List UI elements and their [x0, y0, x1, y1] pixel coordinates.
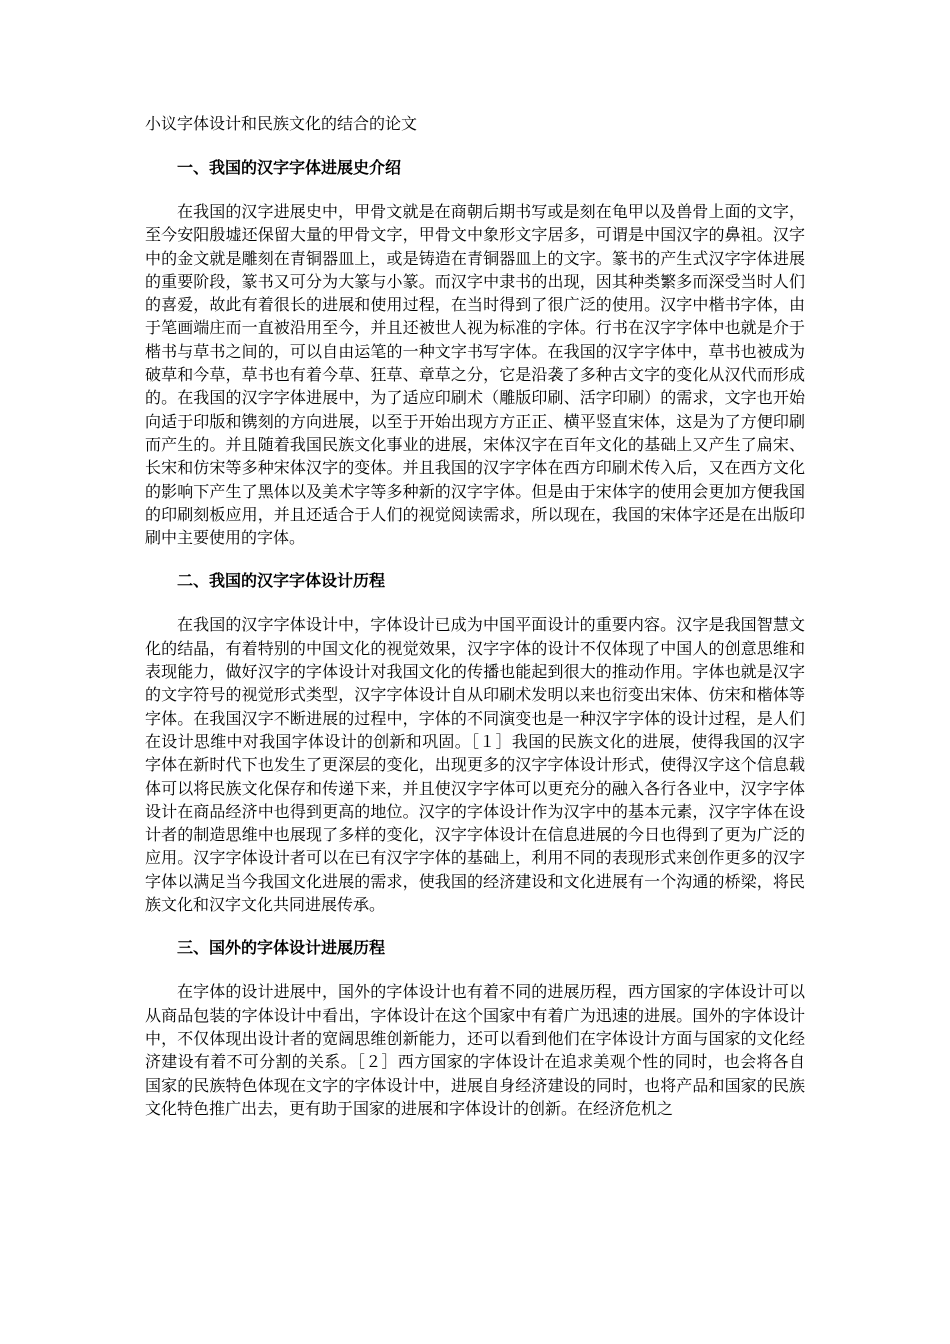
section-heading-2: 二、我国的汉字字体设计历程: [177, 571, 386, 591]
section-heading-1: 一、我国的汉字字体进展史介绍: [177, 158, 402, 177]
document-page: [145, 112, 805, 1120]
section-body-1: 在我国的汉字进展史中，甲骨文就是在商朝后期书写或是刻在龟甲以及兽骨上面的文字，至今安阳殷墟还保留大量的甲骨文字，甲骨文中象形文字居多，可谓是中国汉字的鼻祖。汉字中的金文就是雕刻在青铜器皿上，或是铸造在青铜器皿上的文字。篆书的产生式汉字字体进展的重要阶段，篆书又可分为大篆与小篆。而汉字中隶书的出现，因其种类繁多而深受当时人们的喜爱，故此有着很长的进展和使用过程，在当时得到了很广泛的使用。汉字中楷书字体，由于笔画端庄而一直被沿用至今，并且还被世人视为标准的字体。行书在汉字字体中也就是介于楷书与草书之间的，可以自由运笔的一种文字书写字体。在我国的汉字字体中，草书也被成为破草和今草，草书也有着今草、狂草、章草之分，它是沿袭了多种古文字的变化从汉代而形成的。在我国的汉字字体进展中，为了适应印刷术（雕版印刷、活字印刷）的需求，文字也开始向适于印版和镌刻的方向进展，以至于开始出现方方正正、横平竖直宋体，这是为了方便印刷而产生的。并且随着我国民族文化事业的进展，宋体汉字在百年文化的基础上又产生了扁宋、长宋和仿宋等多种宋体汉字的变体。并且我国的汉字字体在西方印刷术传入后，又在西方文化的影响下产生了黑体以及美术字等多种新的汉字字体。但是由于宋体字的使用会更加方便我国的印刷刻板应用，并且还适合于人们的视觉阅读需求，所以现在，我国的宋体字还是在出版印刷中主要使用的字体。: [145, 202, 805, 548]
section-heading-3: 三、国外的字体设计进展历程: [177, 938, 386, 958]
section-body-3: 在字体的设计进展中，国外的字体设计也有着不同的进展历程，西方国家的字体设计可以从商品包装的字体设计中看出，字体设计在这个国家中有着广为迅速的进展。国外的字体设计中，不仅体现出设计者的宽阔思维创新能力，还可以看到他们在字体设计方面与国家的文化经济建设有着不可分割的关系。［２］西方国家的字体设计在追求美观个性的同时，也会将各自国家的民族特色体现在文字的字体设计中，进展自身经济建设的同时，也将产品和国家的民族文化特色推广出去，更有助于国家的进展和字体设计的创新。在经济危机之: [145, 982, 805, 1118]
document-title: 小议字体设计和民族文化的结合的论文: [145, 114, 418, 133]
section-body-2: 在我国的汉字字体设计中，字体设计已成为中国平面设计的重要内容。汉字是我国智慧文化的结晶，有着特别的中国文化的视觉效果，汉字字体的设计不仅体现了中国人的创意思维和表现能力，做好汉字的字体设计对我国文化的传播也能起到很大的推动作用。字体也就是汉字的文字符号的视觉形式类型，汉字字体设计自从印刷术发明以来也衍变出宋体、仿宋和楷体等字体。在我国汉字不断进展的过程中，字体的不同演变也是一种汉字字体的设计过程，是人们在设计思维中对我国字体设计的创新和巩固。［１］我国的民族文化的进展，使得我国的汉字字体在新时代下也发生了更深层的变化，出现更多的汉字字体设计形式，使得汉字这个信息载体可以将民族文化保存和传递下来，并且使汉字字体可以更充分的融入各行各业中，汉字字体设计在商品经济中也得到更高的地位。汉字的字体设计作为汉字中的基本元素，汉字字体在设计者的制造思维中也展现了多样的变化，汉字字体设计在信息进展的今日也得到了更为广泛的应用。汉字字体设计者可以在已有汉字字体的基础上，利用不同的表现形式来创作更多的汉字字体以满足当今我国文化进展的需求，使我国的经济建设和文化进展有一个沟通的桥梁，将民族文化和汉字文化共同进展传承。: [145, 615, 805, 915]
